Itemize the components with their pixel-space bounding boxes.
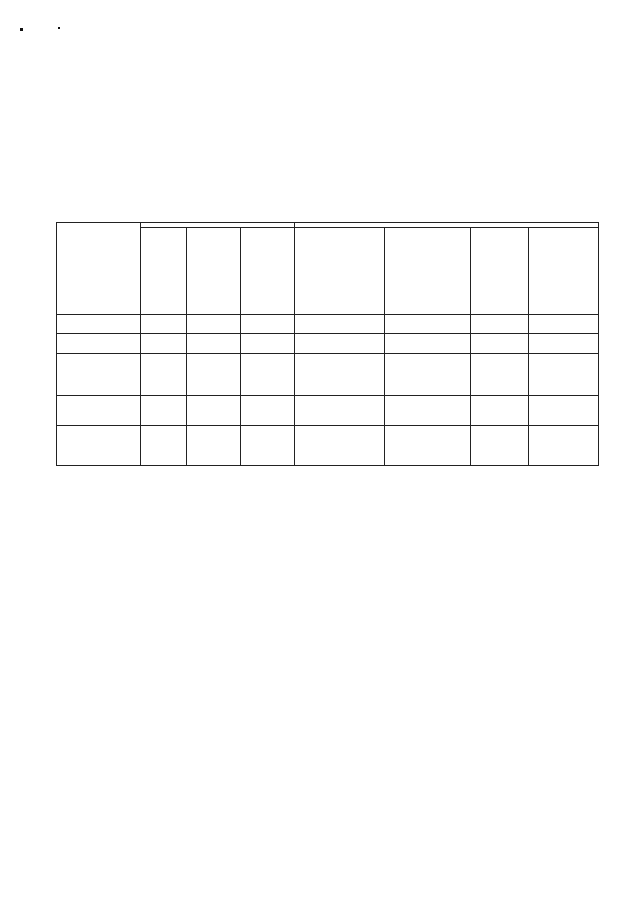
column-number xyxy=(241,315,295,334)
cell-diameter xyxy=(187,334,241,354)
subheader-tree-count xyxy=(471,228,529,315)
cell-species xyxy=(57,354,141,396)
cell-avg-height xyxy=(529,334,599,354)
header-species xyxy=(57,223,141,315)
table-row xyxy=(57,426,599,466)
cell-height xyxy=(241,396,295,426)
column-number xyxy=(141,315,187,334)
cell-diameter xyxy=(187,354,241,396)
cell-tree-count xyxy=(471,354,529,396)
subheader-stand-age xyxy=(385,228,471,315)
table-row xyxy=(57,334,599,354)
scan-mark xyxy=(20,28,23,31)
table-row xyxy=(57,396,599,426)
cell-avg-height xyxy=(529,354,599,396)
cell-height xyxy=(241,426,295,466)
cell-diameter xyxy=(187,396,241,426)
cell-tree-count xyxy=(471,334,529,354)
cell-species xyxy=(57,396,141,426)
table-row xyxy=(57,354,599,396)
cell-avg-height xyxy=(529,396,599,426)
column-number xyxy=(385,315,471,334)
column-number xyxy=(295,315,385,334)
cell-forest-type xyxy=(295,396,385,426)
cell-species xyxy=(57,426,141,466)
cell-age xyxy=(141,334,187,354)
cell-tree-count xyxy=(471,426,529,466)
subheader-avg-height xyxy=(529,228,599,315)
cell-diameter xyxy=(187,426,241,466)
criteria-table xyxy=(56,222,599,466)
cell-height xyxy=(241,354,295,396)
cell-height xyxy=(241,334,295,354)
cell-age xyxy=(141,354,187,396)
column-number xyxy=(187,315,241,334)
column-number xyxy=(57,315,141,334)
cell-tree-count xyxy=(471,396,529,426)
column-number xyxy=(529,315,599,334)
scan-mark xyxy=(58,27,60,29)
cell-stand-age xyxy=(385,396,471,426)
cell-age xyxy=(141,396,187,426)
cell-forest-type xyxy=(295,426,385,466)
cell-forest-type xyxy=(295,354,385,396)
cell-stand-age xyxy=(385,334,471,354)
subheader-age xyxy=(141,228,187,315)
cell-avg-height xyxy=(529,426,599,466)
column-number xyxy=(471,315,529,334)
subheader-height xyxy=(241,228,295,315)
cell-stand-age xyxy=(385,426,471,466)
cell-forest-type xyxy=(295,334,385,354)
subheader-diameter xyxy=(187,228,241,315)
subheader-forest-type xyxy=(295,228,385,315)
cell-age xyxy=(141,426,187,466)
cell-species xyxy=(57,334,141,354)
cell-stand-age xyxy=(385,354,471,396)
